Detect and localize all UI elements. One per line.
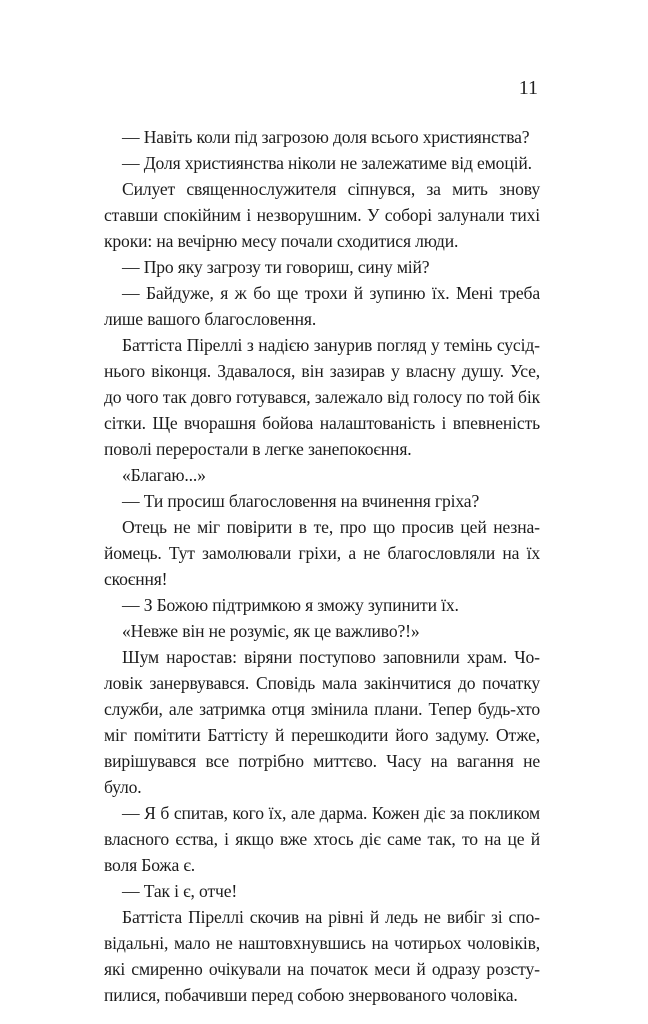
paragraph: — Байдуже, я ж бо ще трохи й зупиню їх. Мені треба лише вашого благословення. [104,283,540,329]
page-number: 11 [518,77,538,99]
body-text [104,124,540,1008]
paragraph: Баттіста Піреллі з надією занурив погляд у темінь сусіднього віконця. Здавалося, він зазирав у власну душу. Усе, до чого так довго готувався, залежало від голосу по той бік сітки. Ще вчорашня бойова налаштованість і впевненість поволі переростали в легке занепокоєння. [104,335,540,459]
paragraph: — З Божою підтримкою я зможу зупинити їх. [122,595,459,615]
paragraph: — Навіть коли під загрозою доля всього християнства? [122,127,530,147]
paragraph: — Про яку загрозу ти говориш, сину мій? [122,257,430,277]
paragraph: — Ти просиш благословення на вчинення гріха? [122,491,480,511]
paragraph: — Я б спитав, кого їх, але дарма. Кожен діє за покликом власного єства, і якщо вже хтось діє саме так, то на це й воля Божа є. [104,803,540,875]
paragraph: — Так і є, отче! [122,881,238,901]
paragraph: Шум наростав: віряни поступово заповнили храм. Чоловік занервувався. Сповідь мала закінчитися до початку служби, але затримка отця змінила плани. Тепер будь-хто міг помітити Баттісту й перешкодити його задуму. Отже, вирішувався все потрібно миттєво. Часу на вагання не було. [104,647,540,797]
paragraph: Силует священнослужителя сіпнувся, за мить знову ставши спокійним і незворушним. У соборі залунали тихі кроки: на вечірню месу почали сходитися люди. [104,179,540,251]
paragraph: «Невже він не розуміє, як це важливо?!» [122,621,420,641]
paragraph: Отець не міг повірити в те, про що просив цей незнайомець. Тут замолювали гріхи, а не благословляли на їх скоєння! [104,517,540,589]
paragraph: Баттіста Піреллі скочив на рівні й ледь не вибіг зі сповідальні, мало не наштовхнувшись на чотирьох чоловіків, які смиренно очікували на початок меси й одразу розступилися, побачивши перед собою знервованого чоловіка. [104,907,540,1005]
paragraph: — Доля християнства ніколи не залежатиме від емоцій. [122,153,532,173]
paragraph: «Благаю...» [122,465,206,485]
